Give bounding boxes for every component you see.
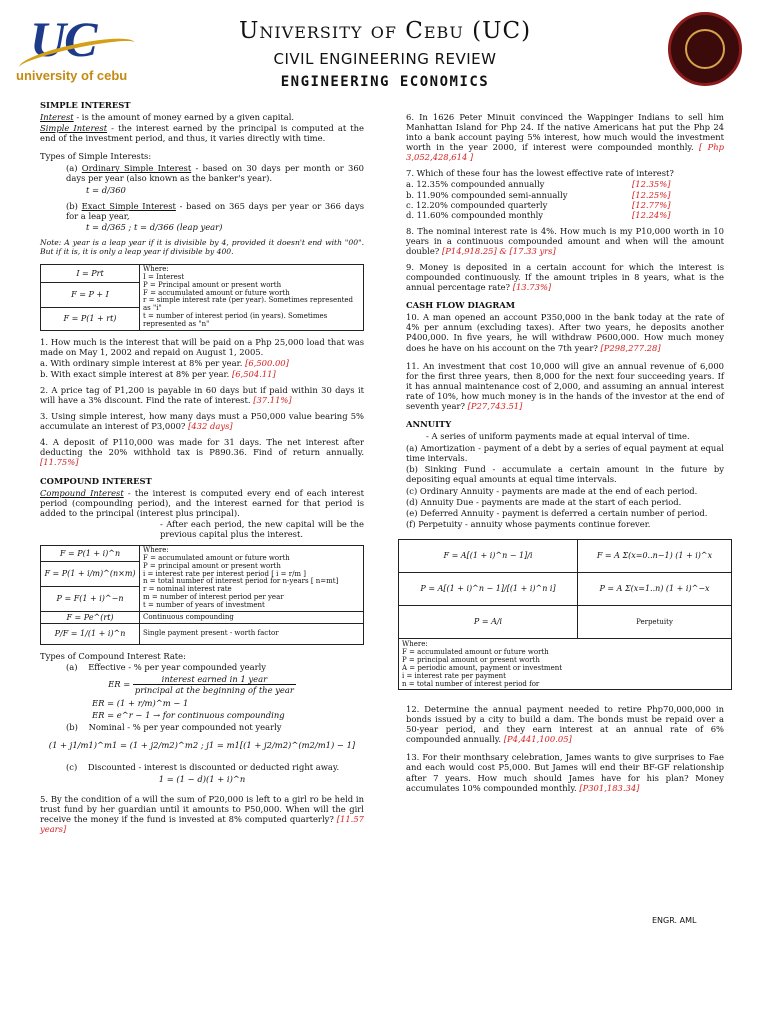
- formula-perpetuity: P = A/i: [399, 605, 578, 638]
- formula-compound-nominal: F = P(1 + i/m)^(n×m): [41, 561, 140, 586]
- annuity-type-e: (e) Deferred Annuity - payment is deferred a certain number of period.: [406, 507, 708, 518]
- problem-13: 13. For their monthsary celebration, James wants to give surprises to Fae and each would cost P5,000. But James will end their BF-GF relationship after 7 years. How much should James have for his plan? Money accumulates 10% compounded monthly. [P301,183.34]: [406, 752, 724, 793]
- option-d: d. 11.60% compounded monthly [12.24%]: [406, 209, 671, 220]
- review-title: CIVIL ENGINEERING REVIEW: [273, 50, 497, 68]
- problem-6: 6. In 1626 Peter Minuit convinced the Wappinger Indians to sell him Manhattan Island for Php 24. If the native Americans hat put the Php 24 into a bank account paying 5% interest, how much would the investment worth in the year 2000, if interest were compounded monthly. [ Php 3,052,428,614 ]: [406, 112, 724, 163]
- author-signature: ENGR. AML: [652, 916, 697, 925]
- compound-types-title: Types of Compound Interest Rate:: [40, 651, 186, 662]
- interest-definition: Interest - is the amount of money earned by a given capital.: [40, 112, 295, 123]
- simple-types-title: Types of Simple Interests:: [40, 151, 152, 162]
- seal-emblem: [685, 29, 725, 69]
- problem-7-options: [406, 179, 724, 219]
- formula-i-prt: I = Prt: [41, 265, 140, 283]
- simple-interest-heading: SIMPLE INTEREST: [40, 100, 131, 110]
- problem-9: 9. Money is deposited in a certain account for which the interest is compounded continuously. If the amount triples in 8 years, what is the annual percentage rate? [13.73%]: [406, 262, 724, 293]
- problem-11: 11. An investment that cost 10,000 will give an annual revenue of 6,000 for the first three years, then 8,000 for the next four succeeding years. If it has annual maintenance cost of 2,000, and assuming an annual interest rate of 10%, how much money is in the hands of the investor at the end of seventh year? [P27,743.51]: [406, 360, 724, 411]
- compound-interest-definition: Compound Interest - the interest is computed every end of each interest period (compounding period), and the interest earned for that period is added to the principal (interest plus principal).: [40, 487, 364, 518]
- ordinary-time-eq: t = d/360: [86, 184, 126, 195]
- right-column: [402, 112, 724, 799]
- compound-formula-table: [40, 545, 364, 645]
- problem-3: 3. Using simple interest, how many days must a P50,000 value bearing 5% accumulate an interest of P3,000? [432 days]: [40, 411, 364, 432]
- formula-annuity-future-sum: F = A Σ(x=0..n−1) (1 + i)^x: [577, 539, 731, 572]
- formula-continuous: F = Pe^(rt): [41, 611, 140, 624]
- compound-interest-definition-2: - After each period, the new capital will be the previous capital plus the interest.: [160, 518, 364, 539]
- annuity-definition: - A series of uniform payments made at equal interval of time.: [426, 431, 690, 442]
- annuity-type-b: (b) Sinking Fund - accumulate a certain amount in the future by depositing equal amounts at equal time intervals.: [406, 464, 724, 485]
- cash-flow-heading: CASH FLOW DIAGRAM: [406, 300, 516, 311]
- annuity-type-d: (d) Annuity Due - payments are made at the start of each period.: [406, 496, 682, 507]
- er-definition-eq: ER = interest earned in 1 year principal at the beginning of the year: [108, 674, 294, 696]
- annuity-type-c: (c) Ordinary Annuity - payments are made at the end of each period.: [406, 485, 698, 496]
- perpetuity-label: Perpetuity: [577, 605, 731, 638]
- left-column: [40, 100, 364, 840]
- nominal-rate: (b) Nominal - % per year compounded not yearly: [66, 721, 282, 732]
- problem-5: 5. By the condition of a will the sum of P20,000 is left to a girl ro be held in trust fund by her guardian until it amounts to P50,000. When will the girl receive the money if the fund is invested at 8% computed quarterly? [11.57 years]: [40, 794, 364, 835]
- annuity-heading: ANNUITY: [406, 419, 452, 430]
- compound-interest-heading: COMPOUND INTEREST: [40, 475, 152, 486]
- simple-formula-table: [40, 264, 364, 331]
- problem-12: 12. Determine the annual payment needed to retire Php70,000,000 in bonds issued by a city to build a dam. The bonds must be repaid over a 50-year period, and they earn interest at an annual rate of 6% compounded annually. [P4,441,100.05]: [406, 704, 724, 745]
- formula-f-p-plus-i: F = P + I: [41, 282, 140, 307]
- formula-compound-present: P = F(1 + i)^−n: [41, 586, 140, 611]
- problem-4: 4. A deposit of P110,000 was made for 31 days. The net interest after deducting the 20% withhold tax is P890.36. Find of return annually. [11.75%]: [40, 437, 364, 468]
- annuity-where-legend: Where: F = accumulated amount or future worth P = principal amount or present worth A = periodic amount, payment or investment i = interest rate per payment n = total number of interest period for: [399, 638, 732, 689]
- problem-7: 7. Which of these four has the lowest effective rate of interest?: [406, 168, 674, 179]
- leap-year-note: Note: A year is a leap year if it is divisible by 4, provided it doesn't end with "00". But if it is, it is only a leap year if divisible by 400.: [40, 237, 364, 256]
- exact-time-eq: t = d/365 ; t = d/366 (leap year): [86, 221, 223, 232]
- formula-f-p-1-rt: F = P(1 + rt): [41, 307, 140, 330]
- logo-text: UC: [30, 11, 96, 67]
- uc-logo: [12, 11, 162, 83]
- exact-simple-interest: (b) Exact Simple Interest - based on 365 days per year or 366 days for a leap year,: [66, 200, 365, 221]
- compound-where-legend: Where: F = accumulated amount or future worth P = principal amount or present worth i = interest rate per interest period [ i = r/m ] n = total number of interest period for n-years [ n=mt] r = nominal interest rate m = number of interest period per year t = number of years of investment: [140, 546, 364, 612]
- option-b: b. 11.90% compounded semi-annually [12.25%]: [406, 189, 671, 200]
- simple-where-legend: Where: I = Interest P = Principal amount or present worth F = accumulated amount or future worth r = simple interest rate (per year). Sometimes represented as "i" t = number of interest period (in years). Sometimes represented as "n": [140, 265, 364, 331]
- option-a: a. 12.35% compounded annually [12.35%]: [406, 179, 671, 190]
- option-c: c. 12.20% compounded quarterly [12.77%]: [406, 199, 671, 210]
- ordinary-simple-interest: (a) Ordinary Simple Interest - based on 30 days per month or 360 days per year (also known as the banker's year).: [66, 163, 364, 184]
- nominal-equivalence-eq: (1 + j1/m1)^m1 = (1 + j2/m2)^m2 ; j1 = m1[(1 + j2/m2)^(m2/m1) − 1]: [48, 739, 356, 750]
- simple-interest-definition: Simple Interest - the interest earned by the principal is computed at the end of the investment period, and thus, it varies directly with time.: [40, 123, 364, 144]
- problem-1: 1. How much is the interest that will be paid on a Php 25,000 load that was made on May 1, 2002 and repaid on August 1, 2005.: [40, 336, 364, 357]
- problem-1a: a. With ordinary simple interest at 8% per year. [6,500.00]: [40, 357, 289, 368]
- formula-compound-basic: F = P(1 + i)^n: [41, 546, 140, 562]
- problem-8: 8. The nominal interest rate is 4%. How much is my P10,000 worth in 10 years in a continuous compounded amount and when will the amount double? [P14,918.25] & [17.33 yrs]: [406, 225, 724, 256]
- formula-annuity-present-sum: P = A Σ(x=1..n) (1 + i)^−x: [577, 572, 731, 605]
- annuity-formula-table: [398, 539, 732, 690]
- logo-caption: university of cebu: [16, 68, 128, 83]
- annuity-types: [406, 443, 724, 529]
- engineering-college-seal: [668, 12, 742, 86]
- annuity-type-f: (f) Perpetuity - annuity whose payments continue forever.: [406, 518, 651, 529]
- single-payment-label: Single payment present - worth factor: [140, 624, 364, 645]
- page-header: [170, 18, 600, 90]
- annuity-type-a: (a) Amortization - payment of a debt by a series of equal payment at equal time intervals.: [406, 443, 724, 464]
- formula-annuity-future: F = A[(1 + i)^n − 1]/i: [399, 539, 578, 572]
- continuous-label: Continuous compounding: [140, 611, 364, 624]
- discounted-rate: (c) Discounted - interest is discounted or deducted right away.: [66, 761, 340, 772]
- university-title: University of Cebu (UC): [238, 18, 532, 44]
- subject-title: ENGINEERING ECONOMICS: [280, 74, 490, 90]
- problem-10: 10. A man opened an account P350,000 in the bank today at the rate of 4% per annum (excluding taxes). After two years, he deposits another P400,000. In five years, he will withdraw P600,000. How much money does he have on his account on the 7th year? [P298,277.28]: [406, 312, 724, 353]
- er-continuous-eq: ER = e^r − 1 → for continuous compounding: [92, 709, 285, 720]
- problem-2: 2. A price tag of P1,200 is payable in 60 days but if paid within 30 days it will have a 3% discount. Find the rate of interest. [37.11%]: [40, 385, 364, 406]
- problem-1b: b. With exact simple interest at 8% per year. [6,504.11]: [40, 368, 276, 379]
- formula-annuity-present: P = A[(1 + i)^n − 1]/[(1 + i)^n i]: [399, 572, 578, 605]
- effective-rate: (a) Effective - % per year compounded yearly: [66, 662, 267, 673]
- formula-single-payment: P/F = 1/(1 + i)^n: [41, 624, 140, 645]
- discounted-eq: 1 = (1 − d)(1 + i)^n: [158, 773, 246, 784]
- er-nominal-eq: ER = (1 + r/m)^m − 1: [92, 697, 189, 708]
